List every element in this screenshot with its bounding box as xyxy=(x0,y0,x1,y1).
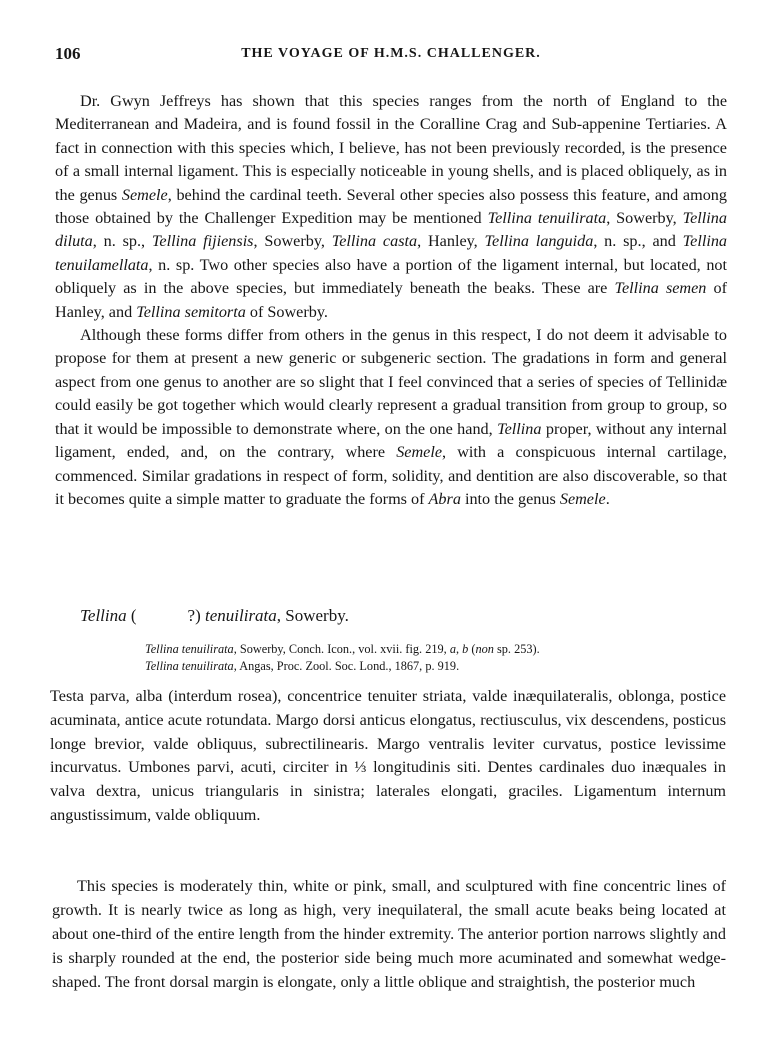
taxon-name: Semele xyxy=(121,185,168,204)
taxon-name: Tellina diluta xyxy=(55,209,727,251)
taxon-name: Tellina xyxy=(497,419,542,438)
page-number: 106 xyxy=(55,44,81,63)
taxon-name: Tellina tenuilirata xyxy=(487,209,607,228)
taxon-name: Semele xyxy=(396,443,443,462)
paragraph-3: This species is moderately thin, white or pink, small, and sculptured with fine concentric lines of growth. It is nearly twice as long as high, very inequilateral, the small acute beaks being located at about one-third of the entire length from the hinder extremity. The anterior portion narrows slightly and is sharply rounded at the end, the posterior side being much more acuminated and somewhat wedge-shaped. The front dorsal margin is elongate, only a little oblique and straightish, the posterior much xyxy=(52,877,726,991)
reference-line: Tellina tenuilirata, Angas, Proc. Zool. Soc. Lond., 1867, p. 919. xyxy=(145,659,460,673)
paragraph-1: Dr. Gwyn Jeffreys has shown that this species ranges from the north of England to the Mediterranean and Madeira, and is found fossil in the Coralline Crag and Sub-appenine Tertiaries. A fact in connection with this species which, I believe, has not been previously recorded, is the presence of a small internal ligament. This is especially noticeable in young shells, and is placed obliquely, as in the genus Semele, behind the cardinal teeth. Several other species also possess this feature, and among those obtained by the Challenger Expedition may be mentioned Tellina tenuilirata, Sowerby, Tellina diluta, n. sp., Tellina fijiensis, Sowerby, Tellina casta, Hanley, Tellina languida, n. sp., and Tellina tenuilamellata, n. sp. Two other species also have a portion of the ligament internal, but located, not obliquely as in the above species, but immediately beneath the beaks. These are Tellina semen of Hanley, and Tellina semitorta of Sowerby. Although these forms differ from others in the genus in this respect, I do not deem it advisable to propose for them at present a new generic or subgeneric section. The gradations in form and general aspect from one genus to another are so slight that I feel convinced that a series of species of Tellinidæ could easily be got together which would clearly represent a gradual transition from group to group, so that it would be impossible to demonstrate where, on the one hand, Tellina proper, without any internal ligament, ended, and, on the contrary, where Semele, with a conspicuous internal cartilage, commenced. Similar gradations in respect of form, solidity, and dentition are also discoverable, so that it becomes quite a simple matter to graduate the forms of Abra into the genus Semele. xyxy=(55,90,727,511)
taxon-name: Tellina tenuilamellata xyxy=(55,232,728,274)
taxon-name: Tellina fijiensis xyxy=(151,232,254,251)
latin-description: Testa parva, alba (interdum rosea), concentrice tenuiter striata, valde inæquilateralis, oblonga, postice acuminata, antice acute rotundata. Margo dorsi anticus elongatus, rectiusculus, vix descendens, posticus longe brevior, valde obliquus, subrectilinearis. Margo ventralis leviter curvatus, postice levissime incurvatus. Umbones parvi, acuti, circiter in ⅓ longitudinis siti. Dentes cardinales duo inæquales in valva dextra, unicus triangularis in sinistra; laterales elongati, graciles. Ligamentum internum angustissimum, valde obliquum. xyxy=(50,687,726,824)
page-header xyxy=(55,44,727,68)
species-heading: Tellina ( ?) tenuilirata, Sowerby. xyxy=(80,606,349,625)
taxon-name: Tellina semitorta xyxy=(136,302,246,321)
taxon-name: Tellina casta xyxy=(331,232,418,251)
reference-line: Tellina tenuilirata, Sowerby, Conch. Icon., vol. xvii. fig. 219, a, b (non sp. 253). xyxy=(145,642,540,656)
taxon-name: Semele xyxy=(559,489,606,508)
taxon-name: Tellina languida xyxy=(484,232,594,251)
taxon-name: Abra xyxy=(428,489,461,508)
synonymy-references xyxy=(145,641,540,675)
fraction: ⅓ xyxy=(354,758,367,777)
taxon-name: Tellina semen xyxy=(614,279,707,298)
running-head: THE VOYAGE OF H.M.S. CHALLENGER. xyxy=(241,46,541,61)
paragraph-2: Although these forms differ from others in the genus in this respect, I do not deem it advisable to propose for them at present a new generic or subgeneric section. The gradations in form and general aspect from one genus to another are so slight that I feel convinced that a series of species of Tellinidæ could easily be got together which would clearly represent a gradual transition from group to group, so that it would be impossible to demonstrate where, on the one hand, Tellina proper, without any internal ligament, ended, and, on the contrary, where Semele, with a conspicuous internal cartilage, commenced. Similar gradations in respect of form, solidity, and dentition are also discoverable, so that it becomes quite a simple matter to graduate the forms of Abra into the genus Semele. xyxy=(55,326,727,508)
